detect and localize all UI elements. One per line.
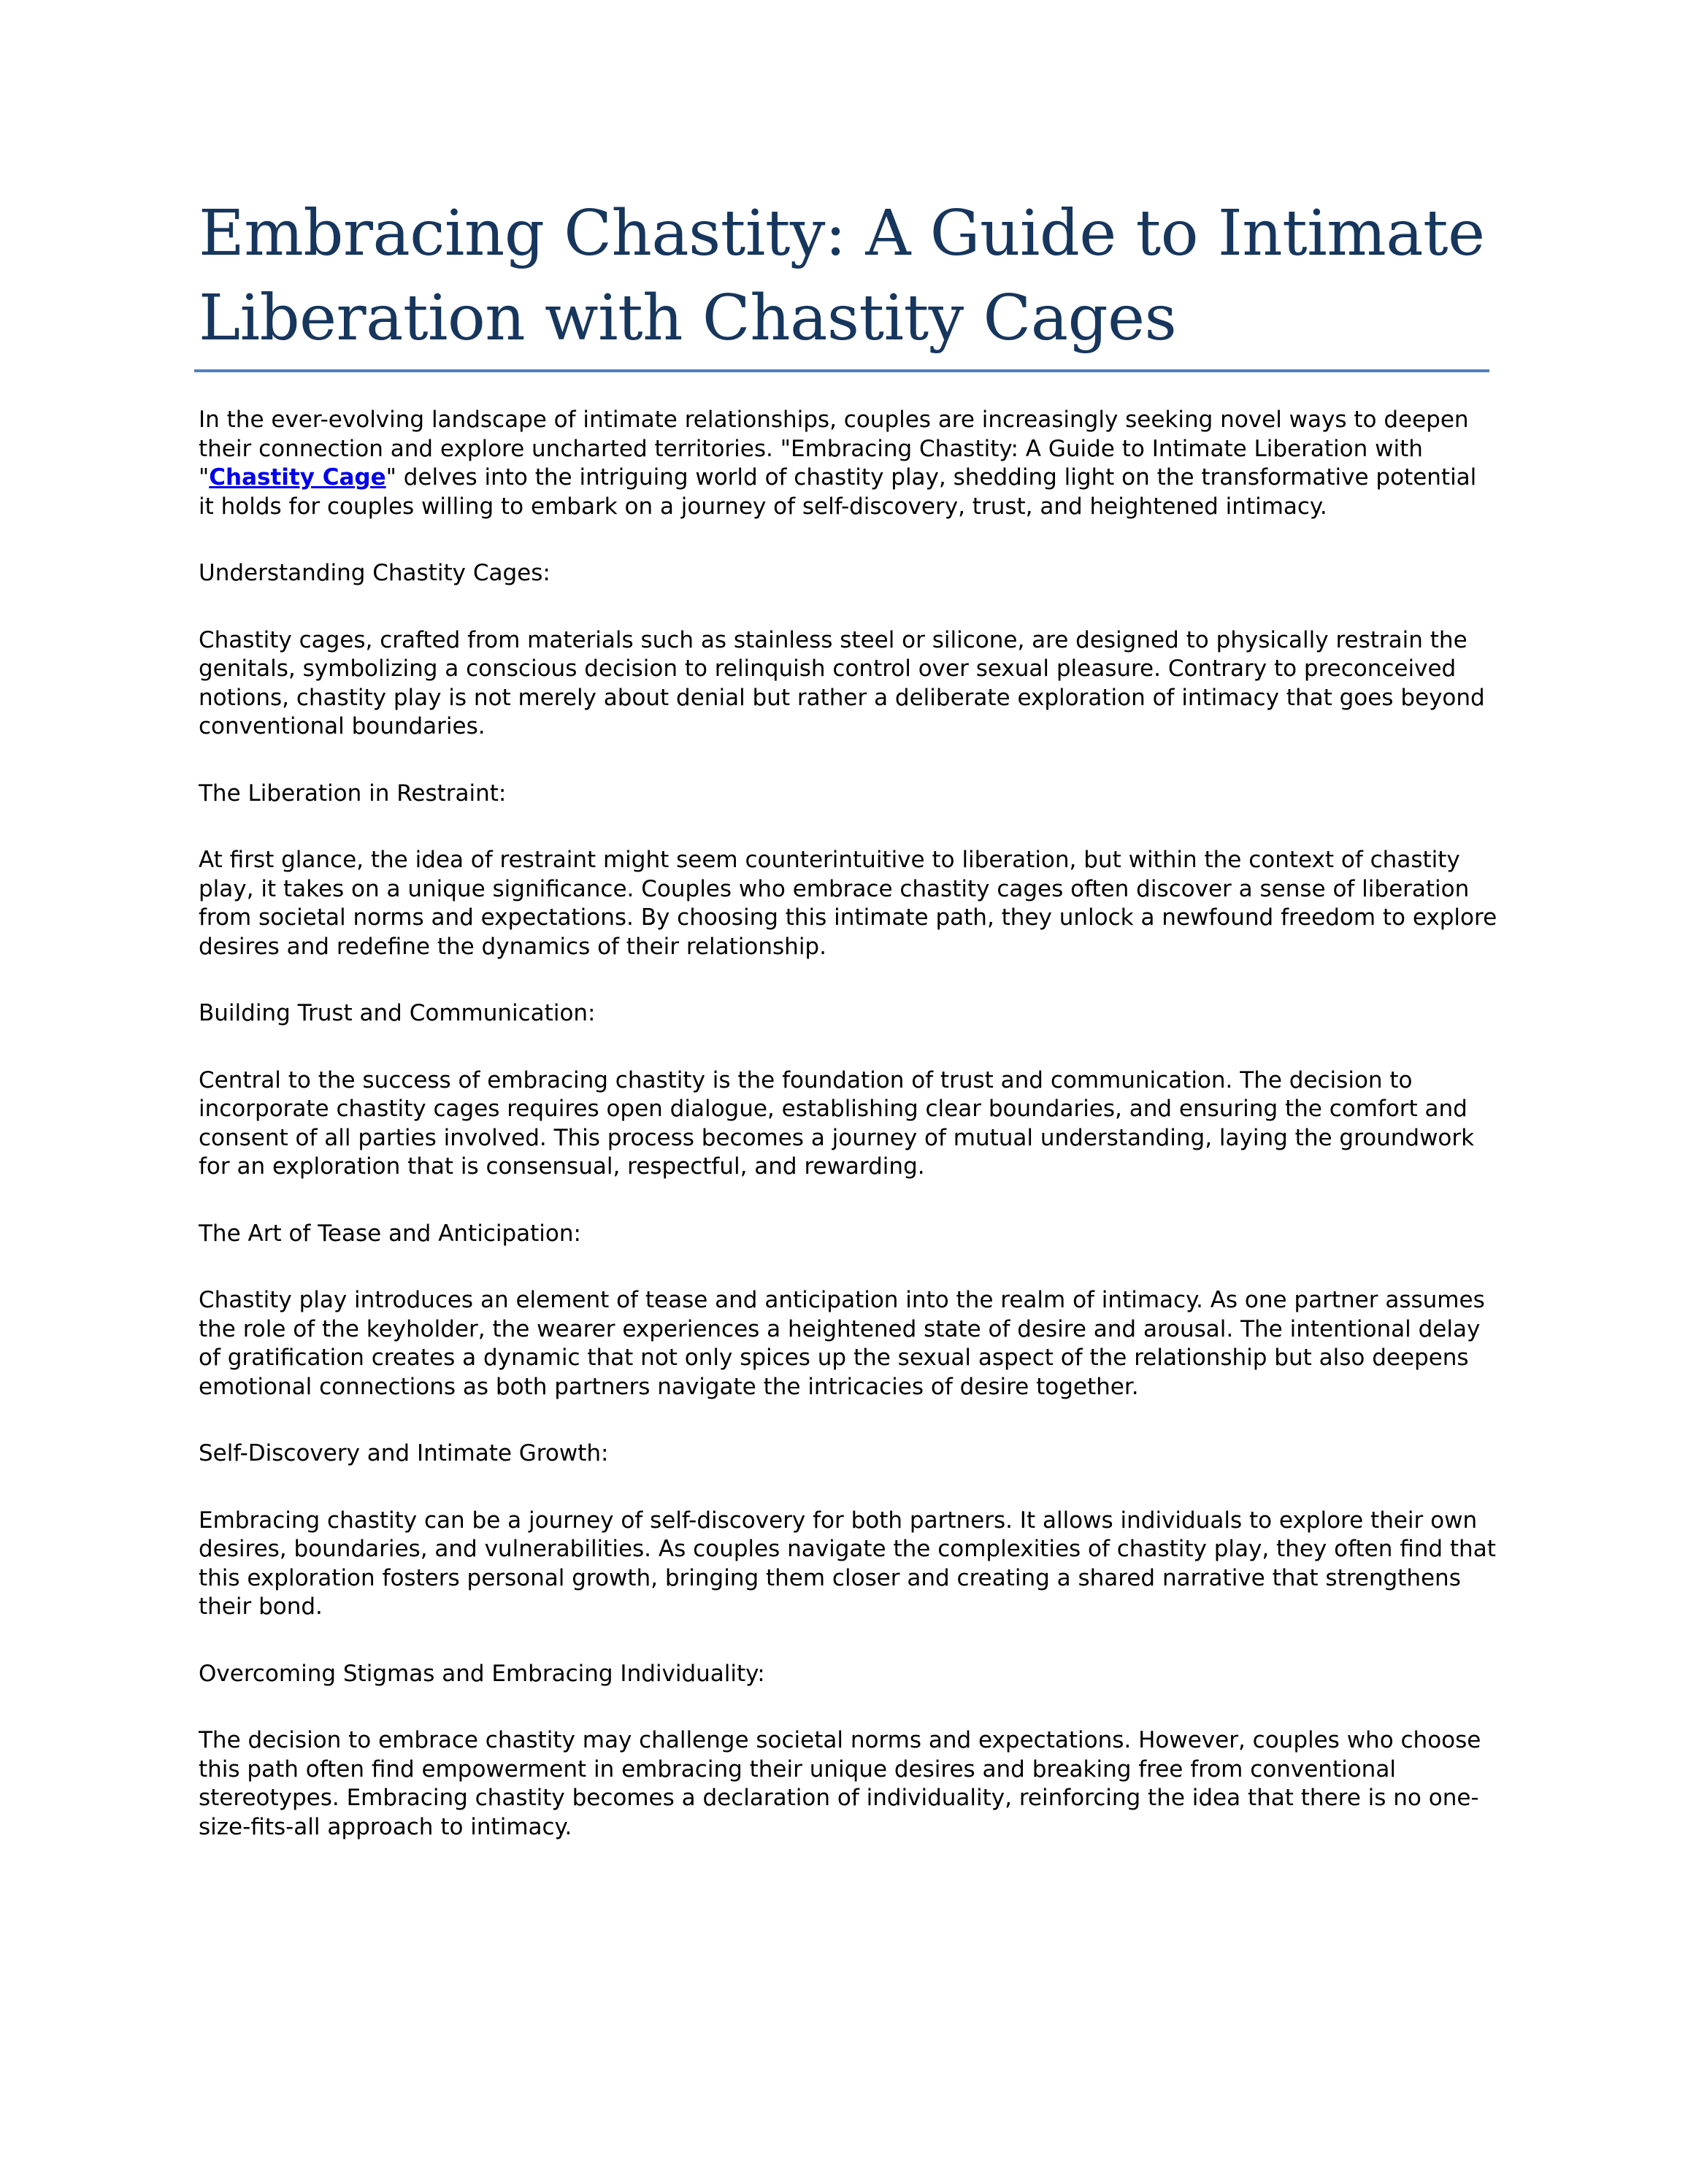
intro-text-after-link: " delves into the intriguing world of chastity play, shedding light on the transformative potential it holds for couples willing to embark on a journey of self-discovery, trust, and heightened intimacy. — [199, 464, 1477, 520]
document-title: Embracing Chastity: A Guide to Intimate Liberation with Chastity Cages — [199, 197, 1485, 355]
section-body: Central to the success of embracing chastity is the foundation of trust and communication. The decision to incorporate chastity cages requires open dialogue, establishing clear boundaries, and ensuring the comfort and consent of all parties involved. This process becomes a journey of mutual understanding, laying the groundwork for an exploration that is consensual, respectful, and rewarding. — [199, 1066, 1475, 1180]
document-content — [199, 191, 1498, 1880]
section-body: At first glance, the idea of restraint might seem counterintuitive to liberation, but within the context of chastity play, it takes on a unique significance. Couples who embrace chastity cages often discover a sense of liberation from societal norms and expectations. By choosing this intimate path, they unlock a newfound freedom to explore desires and redefine the dynamics of their relationship. — [199, 847, 1497, 960]
section-heading: The Liberation in Restraint: — [199, 780, 507, 807]
section-heading: Overcoming Stigmas and Embracing Individuality: — [199, 1660, 765, 1687]
section-body: The decision to embrace chastity may challenge societal norms and expectations. However, couples who choose this path often find empowerment in embracing their unique desires and breaking free from conventional stereotypes. Embracing chastity becomes a declaration of individuality, reinforcing the idea that there is no one-size-fits-all approach to intimacy. — [199, 1727, 1481, 1840]
section-body: Chastity play introduces an element of tease and anticipation into the realm of intimacy. As one partner assumes the role of the keyholder, the wearer experiences a heightened state of desire and arousal. The intentional delay of gratification creates a dynamic that not only spices up the sexual aspect of the relationship but also deepens emotional connections as both partners navigate the intricacies of desire together. — [199, 1287, 1485, 1400]
section-body: Embracing chastity can be a journey of self-discovery for both partners. It allows individuals to explore their own desires, boundaries, and vulnerabilities. As couples navigate the complexities of chastity play, they often find that this exploration fosters personal growth, bringing them closer and creating a shared narrative that strengthens their bond. — [199, 1507, 1496, 1620]
title-divider — [194, 369, 1489, 372]
section-heading: The Art of Tease and Anticipation: — [199, 1220, 581, 1247]
section-heading: Building Trust and Communication: — [199, 1000, 596, 1026]
intro-paragraph — [199, 406, 1498, 521]
chastity-cage-link[interactable]: Chastity Cage — [209, 464, 386, 491]
section-heading: Self-Discovery and Intimate Growth: — [199, 1440, 609, 1466]
section-heading: Understanding Chastity Cages: — [199, 560, 550, 586]
intro-text-before-link: In the ever-evolving landscape of intimate relationships, couples are increasingly seeking novel ways to deepen their connection and explore uncharted territories. "Embracing Chastity: A Guide to Intimate Liberation with " — [199, 407, 1469, 491]
section-body: Chastity cages, crafted from materials such as stainless steel or silicone, are designed to physically restrain the genitals, symbolizing a conscious decision to relinquish control over sexual pleasure. Contrary to preconceived notions, chastity play is not merely about denial but rather a deliberate exploration of intimacy that goes beyond conventional boundaries. — [199, 626, 1485, 739]
